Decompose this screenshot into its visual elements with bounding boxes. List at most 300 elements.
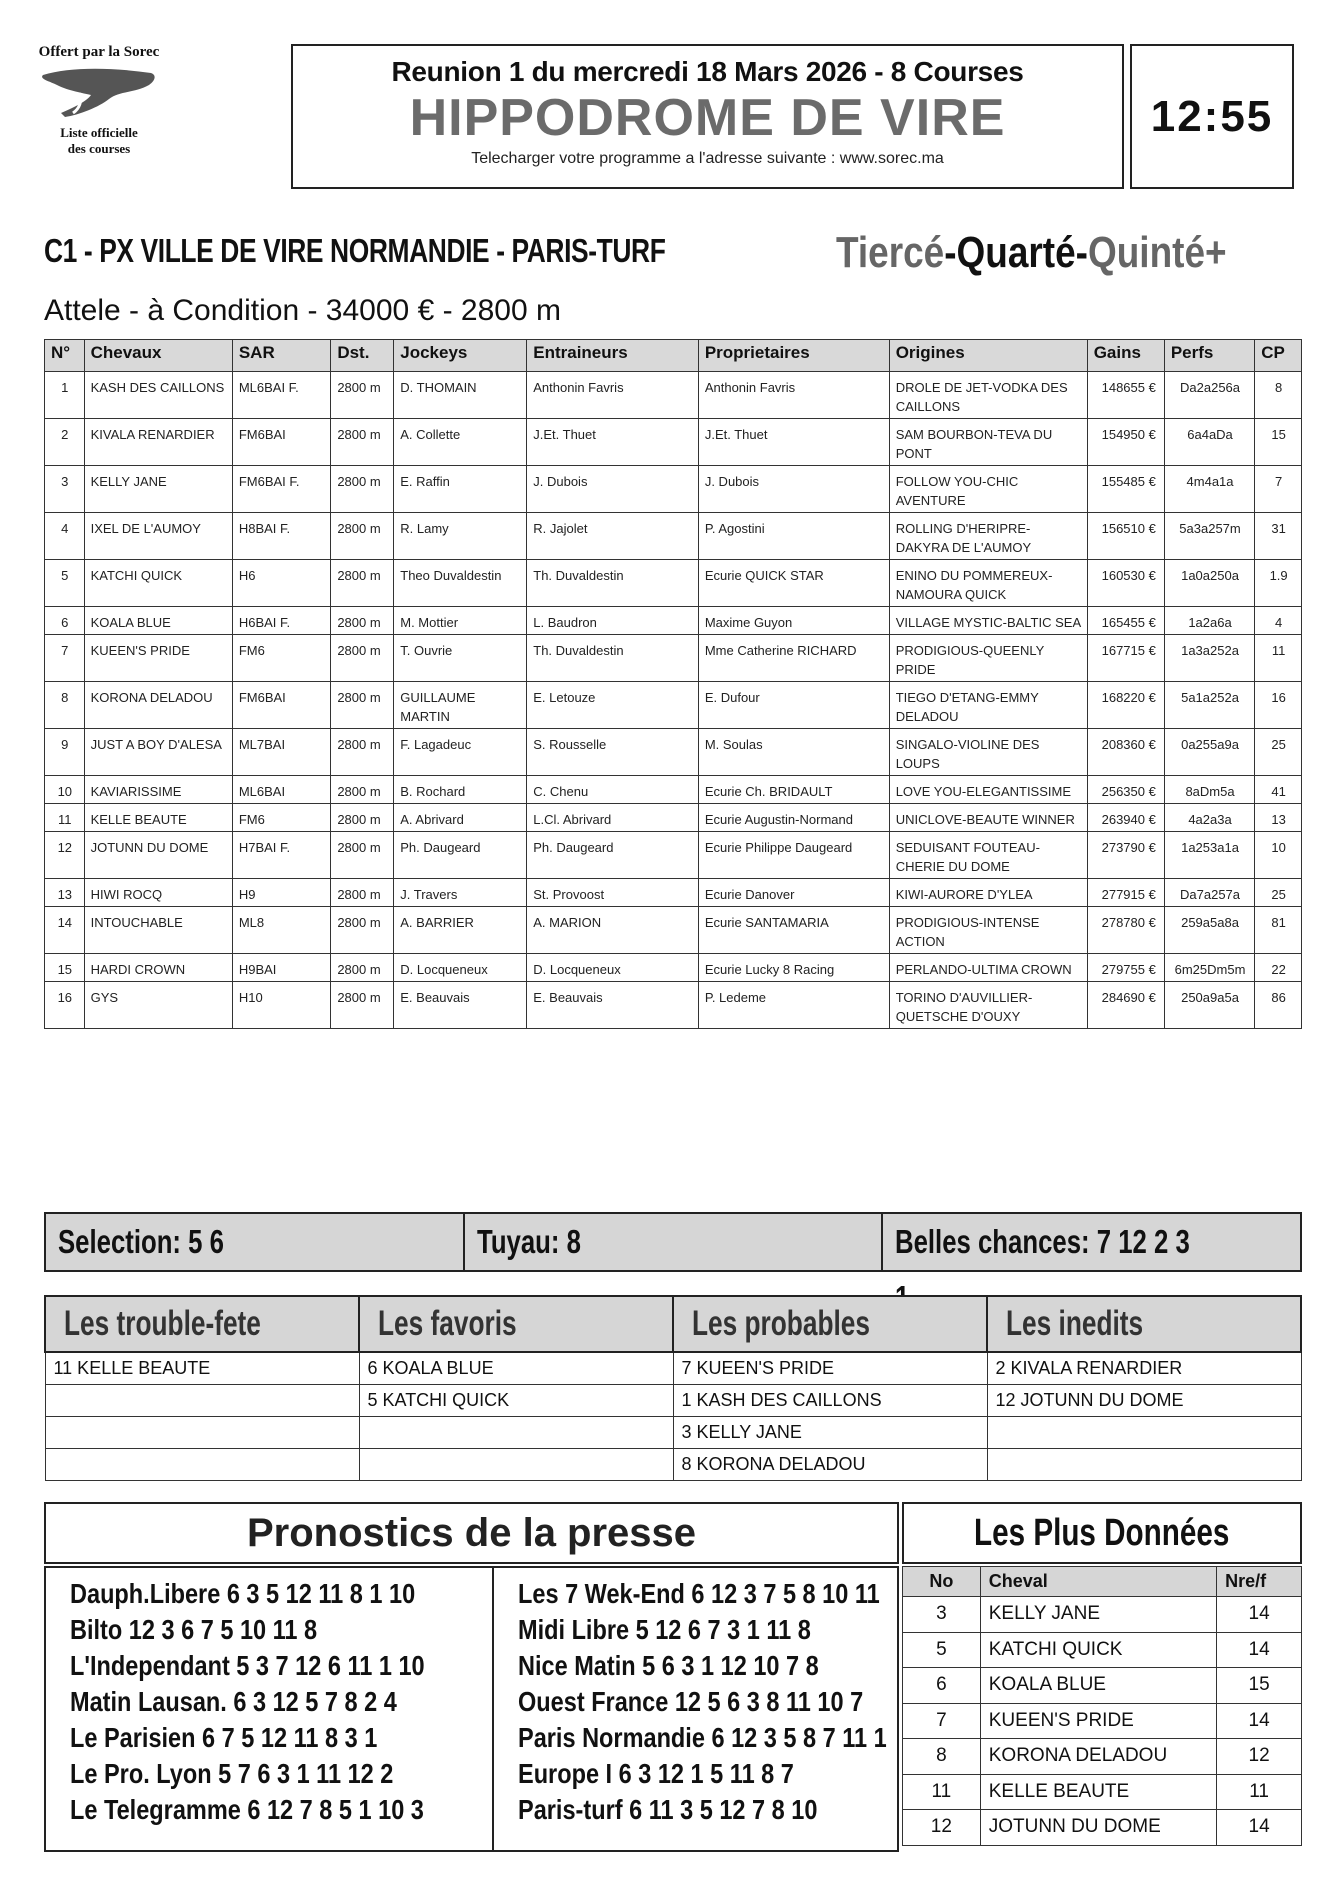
- category-trouble-fete-entry: [45, 1384, 359, 1416]
- runner-origins: TIEGO D'ETANG-EMMY DELADOU: [889, 682, 1087, 729]
- category-trouble-fete-entry: [45, 1416, 359, 1448]
- plus-nref: 14: [1217, 1632, 1302, 1668]
- runner-horse: KATCHI QUICK: [84, 560, 232, 607]
- runner-origins: SAM BOURBON-TEVA DU PONT: [889, 419, 1087, 466]
- plus-cheval: KATCHI QUICK: [980, 1632, 1216, 1668]
- runner-trainer: E. Beauvais: [527, 982, 699, 1029]
- runner-perfs: 8aDm5a: [1164, 776, 1254, 804]
- plus-donnees-title: [902, 1502, 1302, 1564]
- runner-jockey: A. Abrivard: [394, 804, 527, 832]
- runner-earnings: 277915 €: [1087, 879, 1164, 907]
- plus-col-nref: Nre/f: [1217, 1567, 1302, 1597]
- category-probables-entry: 1 KASH DES CAILLONS: [673, 1384, 987, 1416]
- col-owner: Proprietaires: [698, 340, 889, 372]
- runner-owner: J. Dubois: [698, 466, 889, 513]
- runner-perfs: 5a3a257m: [1164, 513, 1254, 560]
- runner-jockey: J. Travers: [394, 879, 527, 907]
- runner-origins: PRODIGIOUS-INTENSE ACTION: [889, 907, 1087, 954]
- belles-chances-text: Belles chances: 7 12 2 3: [895, 1223, 1191, 1260]
- bet-quinte: Quinté+: [1087, 228, 1227, 277]
- runner-owner: Mme Catherine RICHARD: [698, 635, 889, 682]
- runner-cp: 41: [1255, 776, 1302, 804]
- plus-cheval: KUEEN'S PRIDE: [980, 1703, 1216, 1739]
- runner-origins: VILLAGE MYSTIC-BALTIC SEA: [889, 607, 1087, 635]
- header-box: [291, 44, 1124, 189]
- runner-distance: 2800 m: [331, 907, 394, 954]
- reunion-title: Reunion 1 du mercredi 18 Mars 2026 - 8 Courses: [391, 56, 1024, 87]
- col-cp: CP: [1255, 340, 1302, 372]
- runner-owner: P. Agostini: [698, 513, 889, 560]
- runner-horse: INTOUCHABLE: [84, 907, 232, 954]
- runner-number: 12: [45, 832, 85, 879]
- runner-cp: 4: [1255, 607, 1302, 635]
- runner-origins: DROLE DE JET-VODKA DES CAILLONS: [889, 372, 1087, 419]
- cat-trouble-fete-label: Les trouble-fete: [64, 1304, 261, 1343]
- race-time: 12:55: [1130, 44, 1294, 189]
- runner-distance: 2800 m: [331, 832, 394, 879]
- category-inedits-entry: 2 KIVALA RENARDIER: [987, 1352, 1301, 1384]
- runner-distance: 2800 m: [331, 804, 394, 832]
- runner-earnings: 148655 €: [1087, 372, 1164, 419]
- col-earnings: Gains: [1087, 340, 1164, 372]
- category-probables-entry: 3 KELLY JANE: [673, 1416, 987, 1448]
- runner-cp: 25: [1255, 879, 1302, 907]
- runner-perfs: Da2a256a: [1164, 372, 1254, 419]
- runner-jockey: R. Lamy: [394, 513, 527, 560]
- runner-distance: 2800 m: [331, 635, 394, 682]
- plus-header-row: [903, 1567, 1302, 1597]
- bet-quarte: -Quarté-: [944, 228, 1088, 277]
- runner-row: [45, 466, 1302, 513]
- plus-no: 11: [903, 1774, 981, 1810]
- runner-distance: 2800 m: [331, 466, 394, 513]
- runner-origins: SINGALO-VIOLINE DES LOUPS: [889, 729, 1087, 776]
- plus-cheval: KELLE BEAUTE: [980, 1774, 1216, 1810]
- press-prediction: Le Parisien 6 7 5 12 11 8 3 1: [70, 1722, 378, 1753]
- runner-jockey: E. Raffin: [394, 466, 527, 513]
- runner-sar: FM6BAI: [232, 419, 330, 466]
- plus-no: 12: [903, 1810, 981, 1846]
- runner-trainer: R. Jajolet: [527, 513, 699, 560]
- runner-horse: IXEL DE L'AUMOY: [84, 513, 232, 560]
- sorec-logo: [32, 42, 166, 167]
- runner-trainer: D. Locqueneux: [527, 954, 699, 982]
- runner-jockey: M. Mottier: [394, 607, 527, 635]
- category-trouble-fete-entry: 11 KELLE BEAUTE: [45, 1352, 359, 1384]
- runner-row: [45, 907, 1302, 954]
- runner-perfs: 1a3a252a: [1164, 635, 1254, 682]
- press-prediction: Le Telegramme 6 12 7 8 5 1 10 3: [70, 1794, 424, 1825]
- runner-jockey: F. Lagadeuc: [394, 729, 527, 776]
- runner-owner: E. Dufour: [698, 682, 889, 729]
- bet-tierce: Tiercé: [836, 228, 945, 277]
- runner-row: [45, 513, 1302, 560]
- plus-cheval: JOTUNN DU DOME: [980, 1810, 1216, 1846]
- selection-cell: [46, 1214, 465, 1270]
- selection-text: Selection: 5 6: [58, 1223, 224, 1260]
- runner-earnings: 278780 €: [1087, 907, 1164, 954]
- tuyau-text: Tuyau: 8: [476, 1223, 581, 1260]
- runner-perfs: 1a2a6a: [1164, 607, 1254, 635]
- runner-row: [45, 982, 1302, 1029]
- runner-origins: ROLLING D'HERIPRE-DAKYRA DE L'AUMOY: [889, 513, 1087, 560]
- col-perfs: Perfs: [1164, 340, 1254, 372]
- plus-nref: 14: [1217, 1597, 1302, 1633]
- runner-jockey: T. Ouvrie: [394, 635, 527, 682]
- runner-sar: ML8: [232, 907, 330, 954]
- logo-top-text: Offert par la Sorec: [38, 44, 160, 60]
- plus-cheval: KELLY JANE: [980, 1597, 1216, 1633]
- runner-sar: H6BAI F.: [232, 607, 330, 635]
- category-row: [45, 1352, 1301, 1384]
- plus-row: [903, 1703, 1302, 1739]
- plus-nref: 15: [1217, 1668, 1302, 1704]
- categories-header-row: [45, 1296, 1301, 1352]
- plus-no: 3: [903, 1597, 981, 1633]
- runners-table: [44, 339, 1302, 1029]
- runner-owner: Ecurie Ch. BRIDAULT: [698, 776, 889, 804]
- plus-nref: 11: [1217, 1774, 1302, 1810]
- plus-cheval: KOALA BLUE: [980, 1668, 1216, 1704]
- cat-favoris-label: Les favoris: [378, 1304, 517, 1343]
- runner-sar: FM6: [232, 804, 330, 832]
- runner-perfs: 0a255a9a: [1164, 729, 1254, 776]
- col-number: N°: [45, 340, 85, 372]
- runner-earnings: 279755 €: [1087, 954, 1164, 982]
- press-prediction: Midi Libre 5 12 6 7 3 1 11 8: [518, 1614, 812, 1645]
- runner-sar: H8BAI F.: [232, 513, 330, 560]
- runner-distance: 2800 m: [331, 729, 394, 776]
- runner-cp: 15: [1255, 419, 1302, 466]
- runner-horse: KELLE BEAUTE: [84, 804, 232, 832]
- runner-sar: FM6BAI F.: [232, 466, 330, 513]
- runner-distance: 2800 m: [331, 954, 394, 982]
- category-probables-entry: 8 KORONA DELADOU: [673, 1448, 987, 1480]
- runner-number: 4: [45, 513, 85, 560]
- runner-perfs: 5a1a252a: [1164, 682, 1254, 729]
- category-favoris-entry: [359, 1416, 673, 1448]
- runner-horse: GYS: [84, 982, 232, 1029]
- runner-number: 3: [45, 466, 85, 513]
- runner-row: [45, 954, 1302, 982]
- runner-cp: 7: [1255, 466, 1302, 513]
- runner-owner: Maxime Guyon: [698, 607, 889, 635]
- plus-row: [903, 1739, 1302, 1775]
- plus-nref: 14: [1217, 1810, 1302, 1846]
- cat-trouble-fete: [45, 1296, 359, 1352]
- category-row: [45, 1384, 1301, 1416]
- runner-earnings: 208360 €: [1087, 729, 1164, 776]
- runner-owner: Ecurie SANTAMARIA: [698, 907, 889, 954]
- cat-probables: [673, 1296, 987, 1352]
- runner-owner: J.Et. Thuet: [698, 419, 889, 466]
- runner-owner: P. Ledeme: [698, 982, 889, 1029]
- plus-no: 7: [903, 1703, 981, 1739]
- runner-earnings: 156510 €: [1087, 513, 1164, 560]
- runner-trainer: St. Provoost: [527, 879, 699, 907]
- runner-perfs: 6m25Dm5m: [1164, 954, 1254, 982]
- runner-number: 7: [45, 635, 85, 682]
- runner-cp: 86: [1255, 982, 1302, 1029]
- belles-chances-cell: [883, 1214, 1300, 1270]
- press-prediction: Bilto 12 3 6 7 5 10 11 8: [70, 1614, 318, 1645]
- runner-jockey: D. THOMAIN: [394, 372, 527, 419]
- runner-sar: ML6BAI F.: [232, 372, 330, 419]
- logo-bottom-text-1: Liste officielle: [60, 125, 138, 140]
- hippodrome-name: HIPPODROME DE VIRE: [409, 89, 1006, 147]
- runner-horse: KORONA DELADOU: [84, 682, 232, 729]
- runner-sar: ML7BAI: [232, 729, 330, 776]
- runner-trainer: A. MARION: [527, 907, 699, 954]
- plus-row: [903, 1632, 1302, 1668]
- runner-number: 5: [45, 560, 85, 607]
- col-jockey: Jockeys: [394, 340, 527, 372]
- runner-horse: HIWI ROCQ: [84, 879, 232, 907]
- runner-earnings: 165455 €: [1087, 607, 1164, 635]
- race-conditions: Attele - à Condition - 34000 € - 2800 m: [44, 294, 561, 327]
- press-prediction: Europe I 6 3 12 1 5 11 8 7: [518, 1758, 795, 1789]
- plus-col-no: No: [903, 1567, 981, 1597]
- runner-distance: 2800 m: [331, 372, 394, 419]
- plus-row: [903, 1668, 1302, 1704]
- category-favoris-entry: 5 KATCHI QUICK: [359, 1384, 673, 1416]
- category-row: [45, 1448, 1301, 1480]
- runner-number: 9: [45, 729, 85, 776]
- runner-trainer: S. Rousselle: [527, 729, 699, 776]
- runner-jockey: Ph. Daugeard: [394, 832, 527, 879]
- col-trainer: Entraineurs: [527, 340, 699, 372]
- category-row: [45, 1416, 1301, 1448]
- runner-distance: 2800 m: [331, 776, 394, 804]
- runner-perfs: 1a0a250a: [1164, 560, 1254, 607]
- category-inedits-entry: 12 JOTUNN DU DOME: [987, 1384, 1301, 1416]
- tuyau-cell: [465, 1214, 884, 1270]
- runner-cp: 31: [1255, 513, 1302, 560]
- runner-perfs: 250a9a5a: [1164, 982, 1254, 1029]
- runner-horse: KASH DES CAILLONS: [84, 372, 232, 419]
- runner-earnings: 284690 €: [1087, 982, 1164, 1029]
- press-prediction: Les 7 Wek-End 6 12 3 7 5 8 10 11: [518, 1578, 880, 1609]
- press-prediction: L'Independant 5 3 7 12 6 11 1 10: [70, 1650, 425, 1681]
- runner-earnings: 273790 €: [1087, 832, 1164, 879]
- runner-origins: KIWI-AURORE D'YLEA: [889, 879, 1087, 907]
- runner-owner: Ecurie Augustin-Normand: [698, 804, 889, 832]
- runner-number: 2: [45, 419, 85, 466]
- horse-logo-icon: [39, 63, 159, 125]
- runner-number: 13: [45, 879, 85, 907]
- runner-row: [45, 372, 1302, 419]
- runner-row: [45, 729, 1302, 776]
- press-prediction: Matin Lausan. 6 3 12 5 7 8 2 4: [70, 1686, 397, 1717]
- runner-perfs: 6a4aDa: [1164, 419, 1254, 466]
- runner-trainer: J. Dubois: [527, 466, 699, 513]
- runner-origins: PERLANDO-ULTIMA CROWN: [889, 954, 1087, 982]
- press-right-column: [494, 1568, 957, 1850]
- runner-origins: TORINO D'AUVILLIER-QUETSCHE D'OUXY: [889, 982, 1087, 1029]
- plus-donnees-table: [902, 1566, 1302, 1846]
- runner-earnings: 167715 €: [1087, 635, 1164, 682]
- categories-table: [44, 1295, 1302, 1481]
- runner-cp: 22: [1255, 954, 1302, 982]
- press-title: Pronostics de la presse: [44, 1502, 899, 1564]
- category-probables-entry: 7 KUEEN'S PRIDE: [673, 1352, 987, 1384]
- press-prediction: Nice Matin 5 6 3 1 12 10 7 8: [518, 1650, 819, 1681]
- runner-row: [45, 419, 1302, 466]
- bet-type: [836, 228, 1227, 278]
- runner-trainer: L.Cl. Abrivard: [527, 804, 699, 832]
- press-box: [44, 1566, 899, 1852]
- runner-row: [45, 804, 1302, 832]
- plus-nref: 14: [1217, 1703, 1302, 1739]
- runner-owner: Ecurie Lucky 8 Racing: [698, 954, 889, 982]
- runner-distance: 2800 m: [331, 513, 394, 560]
- runner-cp: 16: [1255, 682, 1302, 729]
- category-favoris-entry: [359, 1448, 673, 1480]
- runner-number: 14: [45, 907, 85, 954]
- runner-origins: LOVE YOU-ELEGANTISSIME: [889, 776, 1087, 804]
- runner-cp: 10: [1255, 832, 1302, 879]
- runner-perfs: 4a2a3a: [1164, 804, 1254, 832]
- runner-jockey: A. BARRIER: [394, 907, 527, 954]
- runner-horse: KUEEN'S PRIDE: [84, 635, 232, 682]
- plus-cheval: KORONA DELADOU: [980, 1739, 1216, 1775]
- runner-horse: JOTUNN DU DOME: [84, 832, 232, 879]
- plus-nref: 12: [1217, 1739, 1302, 1775]
- runner-earnings: 154950 €: [1087, 419, 1164, 466]
- runner-horse: KELLY JANE: [84, 466, 232, 513]
- plus-col-cheval: Cheval: [980, 1567, 1216, 1597]
- press-prediction: Le Pro. Lyon 5 7 6 3 1 11 12 2: [70, 1758, 394, 1789]
- runner-jockey: Theo Duvaldestin: [394, 560, 527, 607]
- runner-sar: H9: [232, 879, 330, 907]
- runner-sar: H10: [232, 982, 330, 1029]
- runner-horse: KOALA BLUE: [84, 607, 232, 635]
- press-prediction: Dauph.Libere 6 3 5 12 11 8 1 10: [70, 1578, 416, 1609]
- runner-jockey: D. Locqueneux: [394, 954, 527, 982]
- runner-distance: 2800 m: [331, 682, 394, 729]
- runner-distance: 2800 m: [331, 560, 394, 607]
- runner-sar: H7BAI F.: [232, 832, 330, 879]
- runner-number: 6: [45, 607, 85, 635]
- runner-cp: 25: [1255, 729, 1302, 776]
- col-horse: Chevaux: [84, 340, 232, 372]
- runner-trainer: C. Chenu: [527, 776, 699, 804]
- logo-bottom-text-2: des courses: [67, 141, 131, 156]
- runners-header-row: [45, 340, 1302, 372]
- runner-trainer: Th. Duvaldestin: [527, 560, 699, 607]
- runner-earnings: 160530 €: [1087, 560, 1164, 607]
- cat-probables-label: Les probables: [692, 1304, 870, 1343]
- plus-no: 5: [903, 1632, 981, 1668]
- runner-number: 11: [45, 804, 85, 832]
- plus-no: 8: [903, 1739, 981, 1775]
- runner-earnings: 168220 €: [1087, 682, 1164, 729]
- category-inedits-entry: [987, 1416, 1301, 1448]
- runner-sar: FM6: [232, 635, 330, 682]
- col-origins: Origines: [889, 340, 1087, 372]
- cat-favoris: [359, 1296, 673, 1352]
- runner-row: [45, 776, 1302, 804]
- runner-distance: 2800 m: [331, 982, 394, 1029]
- runner-sar: FM6BAI: [232, 682, 330, 729]
- runner-trainer: Anthonin Favris: [527, 372, 699, 419]
- runner-perfs: Da7a257a: [1164, 879, 1254, 907]
- runner-trainer: Th. Duvaldestin: [527, 635, 699, 682]
- runner-sar: ML6BAI: [232, 776, 330, 804]
- runner-distance: 2800 m: [331, 879, 394, 907]
- download-text: Telecharger votre programme a l'adresse suivante : www.sorec.ma: [471, 150, 944, 167]
- runner-jockey: GUILLAUME MARTIN: [394, 682, 527, 729]
- runner-row: [45, 560, 1302, 607]
- press-prediction: Ouest France 12 5 6 3 8 11 10 7: [518, 1686, 864, 1717]
- runner-cp: 81: [1255, 907, 1302, 954]
- plus-no: 6: [903, 1668, 981, 1704]
- runner-origins: PRODIGIOUS-QUEENLY PRIDE: [889, 635, 1087, 682]
- runner-trainer: L. Baudron: [527, 607, 699, 635]
- runner-horse: KIVALA RENARDIER: [84, 419, 232, 466]
- plus-donnees-title-text: Les Plus Données: [974, 1512, 1230, 1554]
- runner-trainer: Ph. Daugeard: [527, 832, 699, 879]
- cat-inedits: [987, 1296, 1301, 1352]
- runner-owner: Anthonin Favris: [698, 372, 889, 419]
- press-prediction: Paris-turf 6 11 3 5 12 7 8 10: [518, 1794, 818, 1825]
- runner-trainer: E. Letouze: [527, 682, 699, 729]
- runner-origins: FOLLOW YOU-CHIC AVENTURE: [889, 466, 1087, 513]
- runner-distance: 2800 m: [331, 607, 394, 635]
- selection-bar: [44, 1212, 1302, 1272]
- runner-sar: H9BAI: [232, 954, 330, 982]
- col-sar: SAR: [232, 340, 330, 372]
- runner-number: 8: [45, 682, 85, 729]
- runner-cp: 8: [1255, 372, 1302, 419]
- plus-row: [903, 1810, 1302, 1846]
- runner-jockey: E. Beauvais: [394, 982, 527, 1029]
- runner-origins: ENINO DU POMMEREUX-NAMOURA QUICK: [889, 560, 1087, 607]
- press-prediction: Paris Normandie 6 12 3 5 8 7 11 1: [518, 1722, 887, 1753]
- runner-horse: JUST A BOY D'ALESA: [84, 729, 232, 776]
- category-favoris-entry: 6 KOALA BLUE: [359, 1352, 673, 1384]
- runner-number: 10: [45, 776, 85, 804]
- runner-earnings: 256350 €: [1087, 776, 1164, 804]
- runner-earnings: 263940 €: [1087, 804, 1164, 832]
- runner-earnings: 155485 €: [1087, 466, 1164, 513]
- runner-perfs: 259a5a8a: [1164, 907, 1254, 954]
- runner-cp: 11: [1255, 635, 1302, 682]
- runner-perfs: 1a253a1a: [1164, 832, 1254, 879]
- runner-origins: SEDUISANT FOUTEAU-CHERIE DU DOME: [889, 832, 1087, 879]
- runner-row: [45, 682, 1302, 729]
- runner-row: [45, 607, 1302, 635]
- runner-owner: Ecurie Danover: [698, 879, 889, 907]
- runner-distance: 2800 m: [331, 419, 394, 466]
- runner-horse: KAVIARISSIME: [84, 776, 232, 804]
- runner-owner: Ecurie QUICK STAR: [698, 560, 889, 607]
- cat-inedits-label: Les inedits: [1006, 1304, 1144, 1343]
- col-distance: Dst.: [331, 340, 394, 372]
- runner-number: 16: [45, 982, 85, 1029]
- runner-number: 1: [45, 372, 85, 419]
- plus-row: [903, 1597, 1302, 1633]
- runner-horse: HARDI CROWN: [84, 954, 232, 982]
- runner-cp: 13: [1255, 804, 1302, 832]
- runner-number: 15: [45, 954, 85, 982]
- runner-jockey: A. Collette: [394, 419, 527, 466]
- runner-trainer: J.Et. Thuet: [527, 419, 699, 466]
- runner-row: [45, 832, 1302, 879]
- runner-row: [45, 879, 1302, 907]
- category-inedits-entry: [987, 1448, 1301, 1480]
- category-trouble-fete-entry: [45, 1448, 359, 1480]
